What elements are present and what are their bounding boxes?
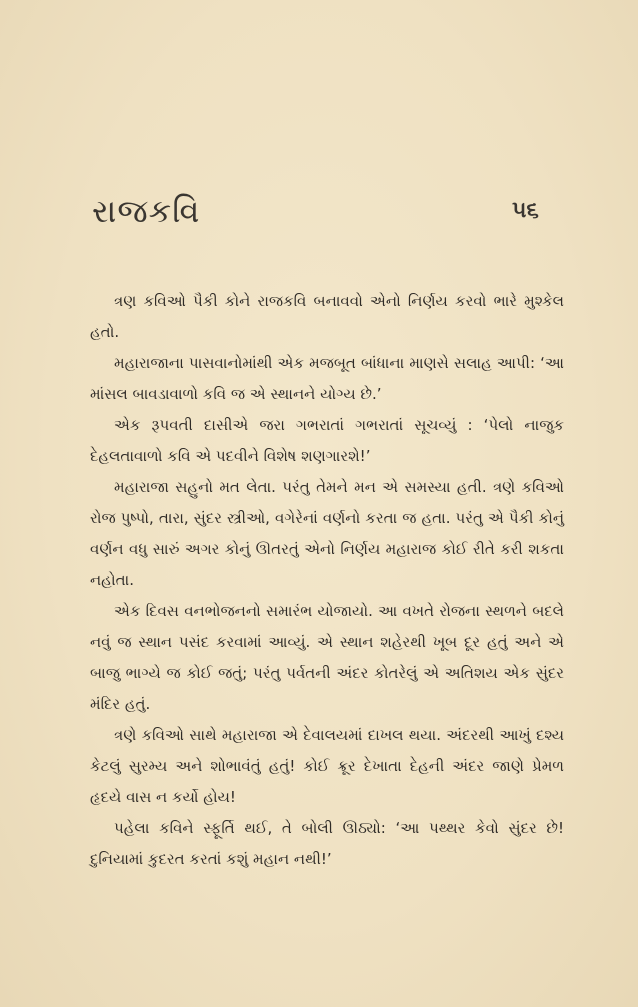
chapter-title: રાજકવિ — [92, 192, 201, 230]
paragraph: મહારાજાના પાસવાનોમાંથી એક મજબૂત બાંધાના માણસે સલાહ આપી: ‘આ માંસલ બાવડાવાળો કવિ જ એ સ્થાનને યોગ્ય છે.’ — [90, 354, 564, 403]
body-text — [90, 286, 564, 875]
paragraph: ત્રણે કવિઓ સાથે મહારાજા એ દેવાલયમાં દાખલ થયા. અંદરથી આખું દશ્ય કેટલું સુરમ્ય અને શોભાવંતું હતું! કોઈ ક્રૂર દેખાતા દેહની અંદર જાણે પ્રેમળ હૃદયે વાસ ન કર્યો હોય! — [90, 726, 564, 806]
page-header — [0, 192, 638, 252]
paragraph: એક રૂપવતી દાસીએ જરા ગભરાતાં ગભરાતાં સૂચવ્યું : ‘પેલો નાજુક દેહલતાવાળો કવિ એ પદવીને વિશેષ શણગારશે!’ — [90, 416, 564, 465]
paragraph: એક દિવસ વનભોજનનો સમારંભ યોજાયો. આ વખતે રોજના સ્થળને બદલે નવું જ સ્થાન પસંદ કરવામાં આવ્યું. એ સ્થાન શહેરથી ખૂબ દૂર હતું અને એ બાજુ ભાગ્યે જ કોઈ જતું; પરંતુ પર્વતની અંદર કોતરેલું એ અતિશય એક સુંદર મંદિર હતું. — [90, 602, 564, 713]
paragraph: પહેલા કવિને સ્ફૂર્તિ થઈ, તે બોલી ઊઠ્યો: ‘આ પથ્થર કેવો સુંદર છે! દુનિયામાં કુદરત કરતાં કશું મહાન નથી!’ — [90, 819, 564, 868]
paragraph: મહારાજા સહુનો મત લેતા. પરંતુ તેમને મન એ સમસ્યા હતી. ત્રણે કવિઓ રોજ પુષ્પો, તારા, સુંદર સ્ત્રીઓ, વગેરેનાં વર્ણનો કરતા જ હતા. પરંતુ એ પૈકી કોનું વર્ણન વધુ સારું અગર કોનું ઊતરતું એનો નિર્ણય મહારાજ કોઈ રીતે કરી શકતા નહોતા. — [90, 478, 564, 589]
paragraph: ત્રણ કવિઓ પૈકી કોને રાજકવિ બનાવવો એનો નિર્ણય કરવો ભારે મુશ્કેલ હતો. — [90, 292, 564, 341]
page-number: ૫૬ — [512, 198, 539, 223]
